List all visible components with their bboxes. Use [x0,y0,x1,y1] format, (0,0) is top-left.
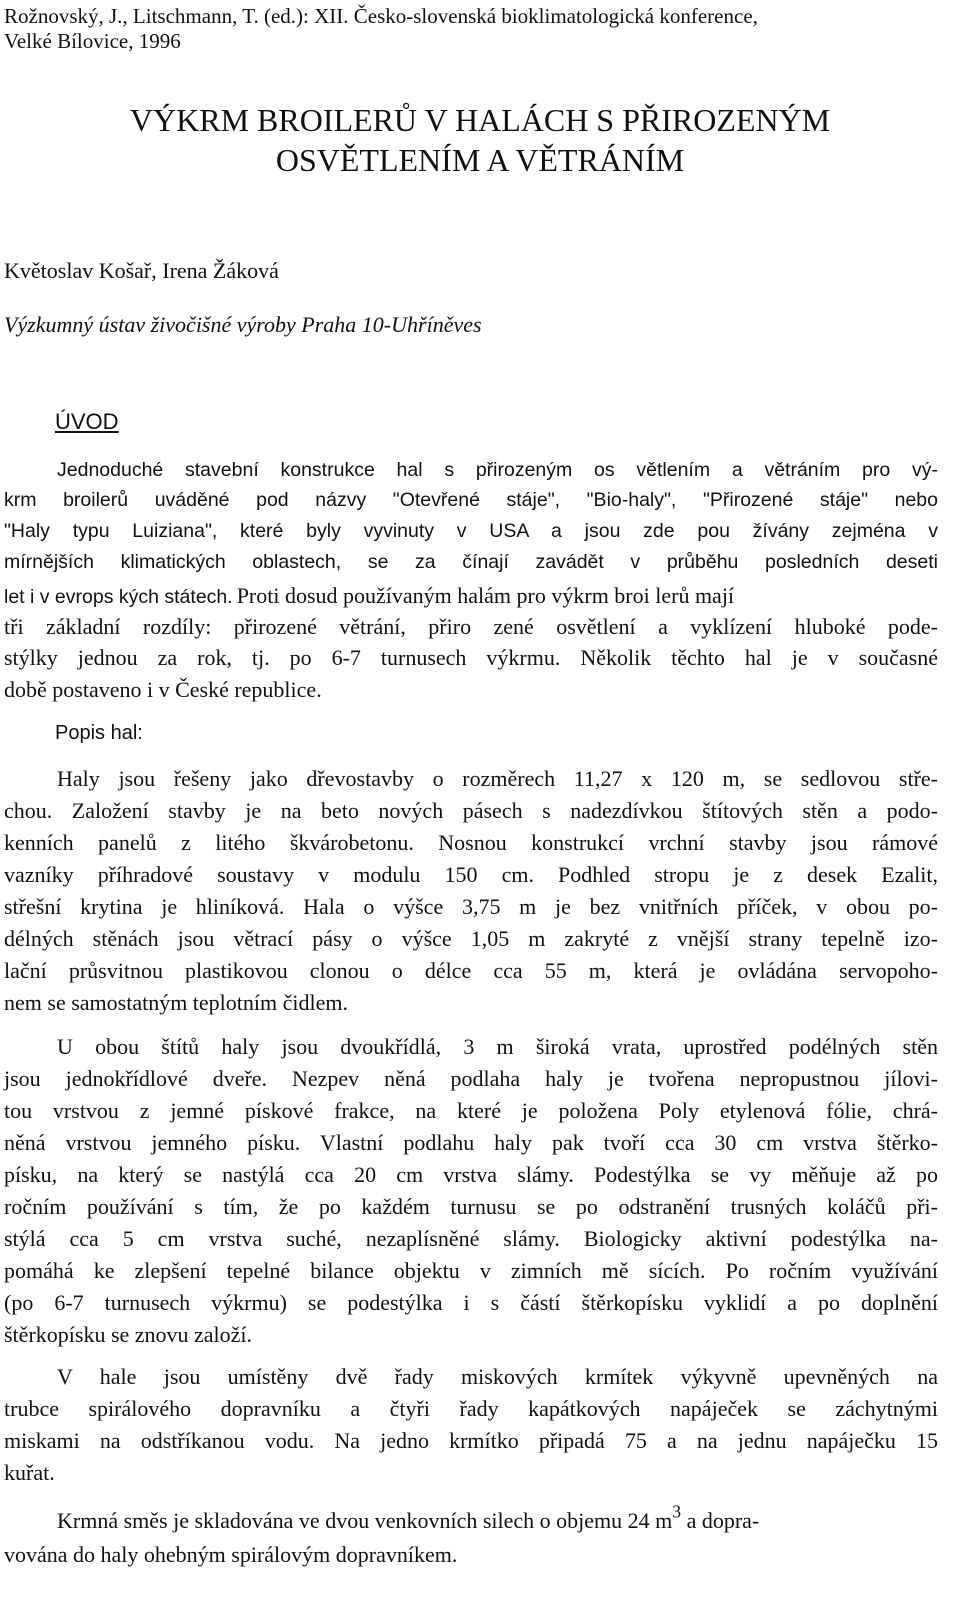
para4-line: kuřat. [4,1460,55,1485]
para4-line: trubce spirálového dopravníku a čtyři řady kapátkových napáječek se záchytnými [4,1396,938,1421]
para2-line: vazníky příhradové soustavy v modulu 150 cm. Podhled stropu je z desek Ezalit, [4,862,938,887]
para1-continuation: Proti dosud používaným halám pro výkrm broi lerů mají [236,583,735,608]
header-citation-line-1: Rožnovský, J., Litschmann, T. (ed.): XII. Česko-slovenská bioklimatologická konference, [4,4,758,28]
paper-title-line-2: OSVĚTLENÍM A VĚTRÁNÍM [275,142,685,178]
para5-line-2: vována do haly ohebným spirálovým dopravníkem. [4,1542,458,1567]
para1-line-end: let i v evrops kých státech. [4,586,233,608]
para2-line: nem se samostatným teplotním čidlem. [4,990,348,1015]
para1-line: Jednoduché stavební konstrukce hal s přirozeným os větlením a větráním pro vý- [57,459,938,481]
paper-title-line-1: VÝKRM BROILERŮ V HALÁCH S PŘIROZENÝM [129,102,831,138]
para3-line: tou vrstvou z jemné pískové frakce, na které je položena Poly etylenová fólie, chrá- [4,1098,938,1123]
para4-line: miskami na odstříkanou vodu. Na jedno krmítko připadá 75 a na jednu napáječku 15 [4,1428,938,1453]
para2-line: kenních panelů z litého škvárobetonu. Nosnou konstrukcí vrchní stavby jsou rámové [4,830,938,855]
para1-serif-line: době postaveno i v České republice. [4,677,322,702]
para3-line: ročním používání s tím, že po každém turnusu se po odstranění trusných koláčů při- [4,1194,938,1219]
para4-line: V hale jsou umístěny dvě řady miskových krmítek výkyvně upevněných na [57,1364,938,1389]
para2-line: střešní krytina je hliníková. Hala o výšce 3,75 m je bez vnitřních příček, v obou po- [4,894,938,919]
para2-line: lační průsvitnou plastikovou clonou o délce cca 55 m, která je ovládána servopoho- [4,958,938,983]
para3-line: štěrkopísku se znovu založí. [4,1322,253,1347]
para1-serif-line: stýlky jednou za rok, tj. po 6-7 turnusech výkrmu. Několik těchto hal je v současné [4,645,938,670]
superscript-three: 3 [672,1501,682,1522]
para2-line: délných stěnách jsou větrací pásy o výšce 1,05 m zakryté z vnější strany tepelně izo- [4,926,938,951]
para1-line: mírnějších klimatických oblastech, se za čínají zavádět v průběhu posledních deseti [4,551,938,573]
para3-line: jsou jednokřídlové dveře. Nezpev něná podlaha haly je tvořena nepropustnou jílovi- [4,1066,938,1091]
para1-serif-line: tři základní rozdíly: přirozené větrání, přiro zené osvětlení a vyklízení hluboké pode- [4,614,938,639]
para5-line-1 [57,1501,938,1533]
para1-line: krm broilerů uváděné pod názvy "Otevřené stáje", "Bio-haly", "Přirozené stáje" nebo [4,489,938,511]
popis-label: Popis hal: [55,722,143,744]
para3-line: něná vrstvou jemného písku. Vlastní podlahu haly pak tvoří cca 30 cm vrstva štěrko- [4,1130,938,1155]
institution: Výzkumný ústav živočišné výroby Praha 10-Uhříněves [4,312,482,337]
para3-line: (po 6-7 turnusech výkrmu) se podestýlka i s částí štěrkopísku vyklidí a po doplnění [4,1290,938,1315]
para5-text-end: a dopra- [681,1508,760,1533]
para2-line: Haly jsou řešeny jako dřevostavby o rozměrech 11,27 x 120 m, se sedlovou stře- [57,766,938,791]
para5-text: Krmná směs je skladována ve dvou venkovních silech o objemu 24 m [57,1508,673,1533]
para3-line: stýlá cca 5 cm vrstva suché, nezaplísněné slámy. Biologicky aktivní podestýlka na- [4,1226,938,1251]
header-citation-line-2: Velké Bílovice, 1996 [4,29,181,53]
authors: Květoslav Košař, Irena Žáková [4,258,279,283]
para3-line: U obou štítů haly jsou dvoukřídlá, 3 m široká vrata, uprostřed podélných stěn [57,1034,938,1059]
para1-line: "Haly typu Luiziana", které byly vyvinuty v USA a jsou zde pou žívány zejména v [4,520,938,542]
para3-line: písku, na který se nastýlá cca 20 cm vrstva slámy. Podestýlka se vy měňuje až po [4,1162,938,1187]
section-heading: ÚVOD [55,409,119,434]
para1-mixed-line [4,583,734,608]
para3-line: pomáhá ke zlepšení tepelné bilance objektu v zimních mě sících. Po ročním využívání [4,1258,938,1283]
para2-line: chou. Založení stavby je na beto nových pásech s nadezdívkou štítových stěn a podo- [4,798,938,823]
